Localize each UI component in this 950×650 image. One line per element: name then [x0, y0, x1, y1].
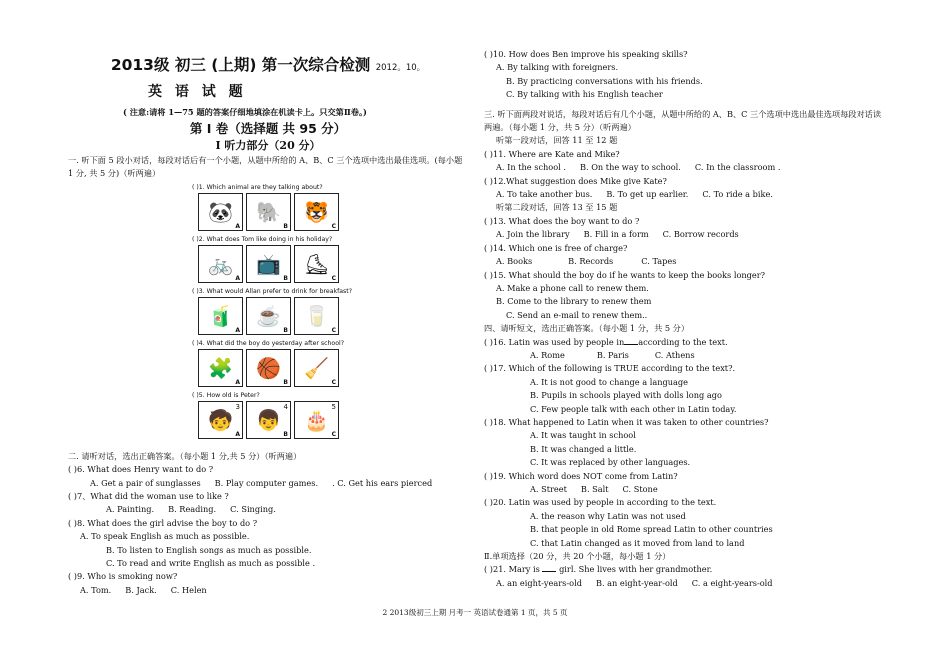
- picture-question-label: ( )1. Which animal are they talking about?: [192, 183, 323, 191]
- option-17a: A. It is not good to change a language: [530, 376, 688, 387]
- picture-option-box: [198, 349, 243, 387]
- picture-option-letter: A: [235, 378, 240, 386]
- option-14a: A. Books: [496, 256, 533, 267]
- picture-option-box: [198, 297, 243, 335]
- question-15: ( )15. What should the boy do if he wants to keep the books longer?: [484, 269, 766, 280]
- exam-note: ( 注意:请将 1—75 题的答案仔细地填涂在机读卡上。只交第Ⅱ卷。): [123, 107, 367, 117]
- question-16-options: [484, 349, 884, 362]
- exam-subject: 英 语 试 题: [148, 84, 247, 100]
- option-18b: B. It was changed a little.: [530, 443, 637, 454]
- picture-question-label: ( )3. What would Allan prefer to drink for breakfast?: [192, 287, 352, 295]
- picture-options-row: [198, 193, 352, 231]
- question-18: ( )18. What happened to Latin when it was taken to other countries?: [484, 416, 769, 427]
- option-15b: B. Come to the library to renew them: [496, 296, 652, 307]
- section3-intro: 三. 听下面两段对说话，每段对话后有几个小题，从题中所给的 A、B、C 三个选项中选出最佳选项每段对话读两遍。（每小题 1 分，共 5 分）（听两遍）: [484, 108, 882, 133]
- picture-questions: [192, 184, 352, 446]
- option-12a: A. To take another bus.: [496, 189, 593, 200]
- section1-intro: 一. 听下面 5 段小对话，每段对话后有一个小题，从题中所给的 A、B、C 三个选项中选出最佳选项。(每小题 1 分, 共 5 分)（听两遍）: [68, 155, 463, 179]
- picture-option-icon: 🧩: [208, 355, 233, 380]
- option-7a: A. Painting.: [106, 504, 155, 515]
- picture-option-letter: C: [331, 326, 336, 334]
- question-8: ( )8. What does the girl advise the boy to do ?: [68, 517, 258, 528]
- option-7c: C. Singing.: [230, 504, 276, 515]
- page-footer: 2 2013级初三上期 月考一 英语试卷通第 1 页，共 5 页: [382, 608, 568, 617]
- picture-option-letter: A: [235, 222, 240, 230]
- picture-option-icon: ⛸: [303, 251, 330, 276]
- option-18c: C. It was replaced by other languages.: [530, 457, 691, 468]
- listening-heading: I 听力部分（20 分）: [215, 139, 321, 152]
- picture-option-icon: 🐘: [256, 199, 281, 224]
- picture-option-icon: 🧃: [208, 303, 233, 328]
- option-16a: A. Rome: [530, 349, 565, 360]
- picture-option-letter: C: [331, 222, 336, 230]
- picture-option-box: [246, 401, 291, 439]
- option-20a: A. the reason why Latin was not used: [530, 510, 686, 521]
- picture-option-box: [246, 349, 291, 387]
- picture-option-letter: A: [235, 430, 240, 438]
- picture-options-row: [198, 349, 352, 387]
- picture-option-letter: B: [283, 378, 288, 386]
- question-9-options: [68, 584, 468, 597]
- picture-option-icon: 👦: [256, 407, 281, 432]
- picture-option-icon: 🐯: [304, 199, 329, 224]
- option-12c: C. To ride a bike.: [702, 189, 773, 200]
- question-11-options: [484, 161, 884, 174]
- option-9b: B. Jack.: [125, 584, 157, 595]
- option-6c: . C. Get his ears pierced: [332, 477, 433, 488]
- picture-option-icon: 🎂: [304, 407, 329, 432]
- question-13: ( )13. What does the boy want to do ?: [484, 215, 640, 226]
- option-9a: A. Tom.: [80, 584, 112, 595]
- section2-intro: 二. 请听对话，选出正确答案。（每小题 1 分,共 5 分）（听两遍）: [68, 450, 302, 461]
- picture-option-box: [294, 349, 339, 387]
- picture-option-letter: C: [331, 378, 336, 386]
- question-16-text: ( )16. Latin was used by people in: [484, 336, 625, 347]
- question-20: ( )20. Latin was used by people in according to the text.: [484, 497, 717, 508]
- option-6a: A. Get a pair of sunglasses: [90, 477, 201, 488]
- picture-question-label: ( )2. What does Tom like doing in his holiday?: [192, 235, 333, 243]
- option-11a: A. In the school .: [496, 162, 566, 173]
- question-6: ( )6. What does Henry want to do ?: [68, 464, 214, 475]
- picture-option-box: [294, 401, 339, 439]
- picture-option-number: 4: [283, 402, 288, 411]
- picture-option-icon: 🏀: [256, 355, 281, 380]
- exam-date: 2012。10。: [375, 63, 426, 73]
- question-21: [484, 563, 884, 576]
- picture-question-label: ( )4. What did the boy do yesterday after school?: [192, 339, 345, 347]
- option-17c: C. Few people talk with each other in Latin today.: [530, 403, 737, 414]
- picture-option-box: [198, 401, 243, 439]
- picture-options-row: [198, 245, 352, 283]
- question-19: ( )19. Which word does NOT come from Latin?: [484, 470, 678, 481]
- question-21-text-end: girl. She lives with her grandmother.: [559, 564, 713, 575]
- picture-option-box: [198, 245, 243, 283]
- option-11c: C. In the classroom .: [694, 162, 781, 173]
- question-12-options: [484, 188, 884, 201]
- option-8c: C. To read and write English as much as possible .: [106, 558, 316, 569]
- option-11b: B. On the way to school.: [579, 162, 681, 173]
- option-10a: A. By talking with foreigners.: [496, 62, 619, 73]
- option-19c: C. Stone: [622, 484, 658, 494]
- option-12b: B. To get up earlier.: [606, 189, 689, 200]
- picture-option-box: [294, 193, 339, 231]
- part1-heading: 第 I 卷（选择题 共 95 分）: [189, 121, 347, 136]
- question-21-options: [484, 577, 884, 590]
- picture-option-icon: 🥛: [304, 303, 329, 328]
- option-16b: B. Paris: [596, 349, 629, 360]
- question-17: ( )17. Which of the following is TRUE according to the text?.: [484, 363, 736, 374]
- section4-intro: 四、请听短文，选出正确答案。（每小题 1 分，共 5 分）: [484, 323, 690, 334]
- option-14b: B. Records: [568, 256, 614, 267]
- picture-option-box: [294, 245, 339, 283]
- picture-option-letter: C: [331, 430, 336, 438]
- option-8b: B. To listen to English songs as much as possible.: [106, 544, 312, 555]
- option-19a: A. Street: [530, 484, 567, 494]
- question-14: ( )14. Which one is free of charge?: [484, 242, 628, 253]
- option-13a: A. Join the library: [496, 229, 570, 240]
- left-column: [68, 48, 468, 597]
- picture-option-icon: 🚲: [208, 251, 233, 276]
- picture-option-letter: A: [235, 326, 240, 334]
- picture-option-number: 5: [331, 402, 336, 411]
- question-11: ( )11. Where are Kate and Mike?: [484, 148, 620, 159]
- option-9c: C. Helen: [170, 584, 207, 595]
- option-10c: C. By talking with his English teacher: [506, 89, 663, 100]
- question-7-options: [68, 503, 468, 516]
- picture-options-row: [198, 401, 352, 439]
- picture-option-letter: B: [283, 274, 288, 282]
- question-16-text-end: according to the text.: [638, 336, 728, 347]
- picture-option-icon: 📺: [256, 251, 281, 276]
- question-13-options: [484, 228, 884, 241]
- option-15a: A. Make a phone call to renew them.: [496, 282, 649, 293]
- option-7b: B. Reading.: [168, 504, 217, 515]
- right-column: [484, 48, 884, 590]
- option-20c: C. that Latin changed as it moved from land to land: [530, 537, 745, 548]
- option-15c: C. Send an e-mail to renew them..: [506, 309, 648, 320]
- picture-options-row: [198, 297, 352, 335]
- question-9: ( )9. Who is smoking now?: [68, 571, 178, 582]
- option-13b: B. Fill in a form: [583, 229, 649, 240]
- option-18a: A. It was taught in school: [530, 430, 636, 441]
- picture-option-icon: 🧒: [208, 407, 233, 432]
- picture-option-letter: B: [283, 222, 288, 230]
- option-21c: C. a eight-years-old: [691, 577, 773, 588]
- picture-option-box: [198, 193, 243, 231]
- picture-option-icon: 🧹: [304, 355, 329, 380]
- question-10: ( )10. How does Ben improve his speaking skills?: [484, 49, 688, 59]
- option-8a: A. To speak English as much as possible.: [80, 531, 250, 542]
- picture-option-letter: B: [283, 326, 288, 334]
- option-17b: B. Pupils in schools played with dolls long ago: [530, 390, 722, 401]
- question-7: ( )7、What did the woman use to like ?: [68, 491, 229, 502]
- picture-option-letter: B: [283, 430, 288, 438]
- exam-title: [68, 54, 468, 79]
- section5-intro: Ⅱ.单项选择（20 分，共 20 个小题，每小题 1 分）: [484, 551, 671, 562]
- picture-option-icon: 🐼: [208, 199, 233, 224]
- picture-question-label: ( )5. How old is Peter?: [192, 391, 260, 399]
- answer-blank: [624, 337, 638, 345]
- picture-option-box: [246, 297, 291, 335]
- option-20b: B. that people in old Rome spread Latin to other countries: [530, 524, 773, 535]
- section3-dialog1: 听第一段对话，回答 11 至 12 题: [496, 135, 618, 146]
- section3-dialog2: 听第二段对话，回答 13 至 15 题: [496, 202, 618, 213]
- option-21b: B. an eight-year-old: [595, 577, 678, 588]
- option-19b: B. Salt: [580, 484, 609, 494]
- option-16c: C. Athens: [654, 349, 695, 360]
- question-19-options: [484, 483, 884, 496]
- picture-option-letter: C: [331, 274, 336, 282]
- picture-option-box: [246, 245, 291, 283]
- picture-option-icon: ☕: [256, 303, 281, 328]
- answer-blank: [542, 564, 556, 572]
- exam-title-text: 2013级 初三 (上期) 第一次综合检测: [110, 56, 371, 74]
- option-10b: B. By practicing conversations with his friends.: [506, 75, 703, 86]
- question-21-text: ( )21. Mary is: [484, 564, 540, 575]
- option-14c: C. Tapes: [641, 256, 677, 267]
- option-6b: B. Play computer games.: [214, 477, 319, 488]
- picture-option-box: [246, 193, 291, 231]
- picture-option-number: 3: [235, 402, 240, 411]
- picture-option-box: [294, 297, 339, 335]
- question-12: ( )12.What suggestion does Mike give Kate?: [484, 175, 667, 186]
- option-13c: C. Borrow records: [662, 229, 739, 240]
- picture-option-letter: A: [235, 274, 240, 282]
- option-21a: A. an eight-years-old: [496, 577, 582, 588]
- question-14-options: [484, 255, 884, 268]
- question-16: [484, 336, 884, 349]
- question-6-options: [68, 477, 468, 490]
